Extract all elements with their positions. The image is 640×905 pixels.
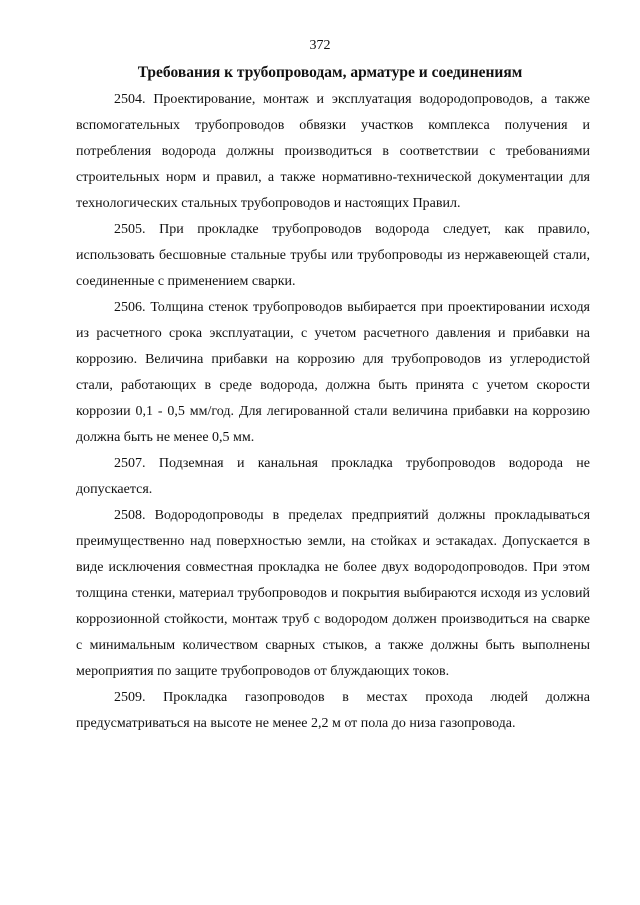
paragraph-number: 2508. xyxy=(114,508,146,523)
section-title: Требования к трубопроводам, арматуре и соединениям xyxy=(137,64,523,81)
paragraph-number: 2506. xyxy=(114,300,146,315)
paragraph-text: Проектирование, монтаж и эксплуатация водородопроводов, а также вспомогательных трубопроводов обвязки участков комплекса получения и потребления водорода должны производиться в соответствии с требованиями строительных норм и правил, а также нормативно-технической документации для технологических стальных трубопроводов и настоящих Правил. xyxy=(76,92,591,211)
paragraph-text: Водородопроводы в пределах предприятий должны прокладываться преимущественно над поверхностью земли, на стойках и эстакадах. Допускается в виде исключения совместная прокладка не более двух водородопроводов. При этом толщина стенки, материал трубопроводов и покрытия выбираются исходя из условий коррозионной стойкости, монтаж труб с водородом должен производиться на сварке с минимальным количеством сварных стыков, а также должны быть выполнены мероприятия по защите трубопроводов от блуждающих токов. xyxy=(76,508,591,679)
paragraph-2507 xyxy=(76,451,590,503)
paragraph-number: 2507. xyxy=(114,456,146,471)
paragraph-number: 2509. xyxy=(114,690,146,705)
paragraph-text: Подземная и канальная прокладка трубопроводов водорода не допускается. xyxy=(76,456,591,497)
paragraph-text: Толщина стенок трубопроводов выбирается при проектировании исходя из расчетного срока эксплуатации, с учетом расчетного давления и прибавки на коррозию. Величина прибавки на коррозию для трубопроводов из углеродистой стали, работающих в среде водорода, должна быть принята с учетом скорости коррозии 0,1 - 0,5 мм/год. Для легированной стали величина прибавки на коррозию должна быть не менее 0,5 мм. xyxy=(76,300,591,445)
paragraph-2505 xyxy=(76,217,590,295)
paragraph-number: 2504. xyxy=(114,92,146,107)
paragraph-number: 2505. xyxy=(114,222,146,237)
paragraph-2508 xyxy=(76,503,590,685)
paragraph-2509 xyxy=(76,685,590,737)
paragraph-text: Прокладка газопроводов в местах прохода людей должна предусматриваться на высоте не менее 2,2 м от пола до низа газопровода. xyxy=(76,690,590,731)
paragraph-text: При прокладке трубопроводов водорода следует, как правило, использовать бесшовные стальные трубы или трубопроводы из нержавеющей стали, соединенные с применением сварки. xyxy=(76,222,590,289)
page-number: 372 xyxy=(309,38,331,53)
paragraph-2504 xyxy=(76,87,590,217)
paragraph-2506 xyxy=(76,295,590,451)
document-body xyxy=(76,87,590,737)
